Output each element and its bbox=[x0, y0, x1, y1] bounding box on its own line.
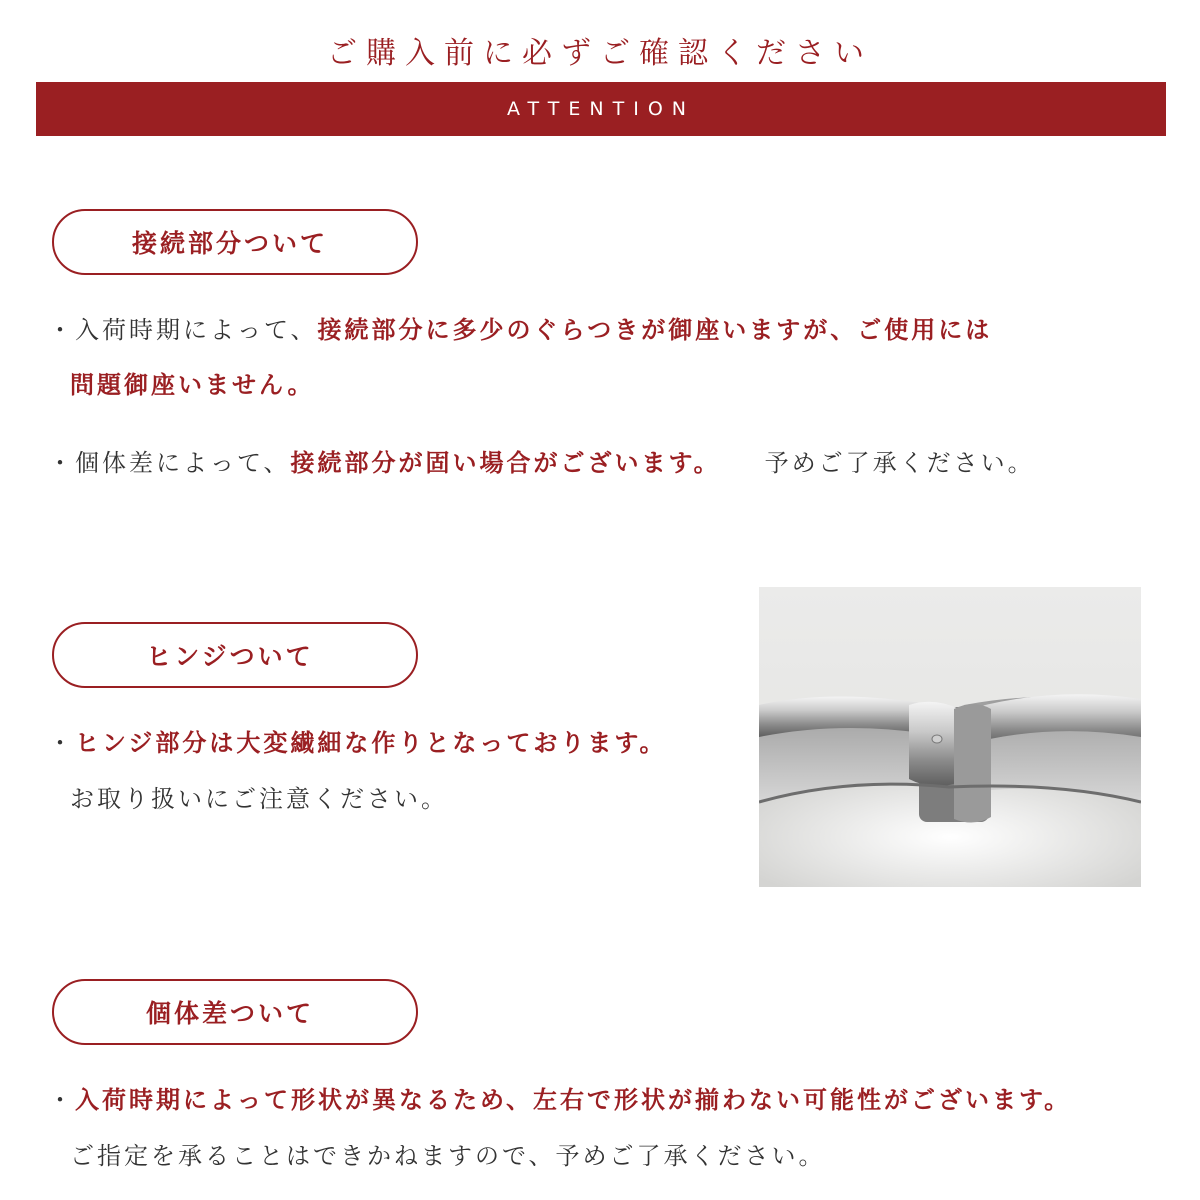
note-emphasis-text: 接続部分が固い場合がございます。 bbox=[290, 449, 721, 477]
note-plain-text: ご指定を承ることはできかねますので、予めご了承ください。 bbox=[70, 1142, 826, 1170]
note-plain-text: 入荷時期によって、 bbox=[75, 316, 318, 344]
note-plain-text: お取り扱いにご注意ください。 bbox=[70, 785, 448, 813]
individual-note-line-1 bbox=[48, 1083, 1071, 1117]
attention-banner-label: ATTENTION bbox=[507, 98, 695, 120]
hinge-note-line-1 bbox=[48, 726, 666, 760]
note-tail-text: 予めご了承ください。 bbox=[764, 449, 1035, 477]
bullet: ・ bbox=[48, 316, 75, 344]
note-emphasis-text: 入荷時期によって形状が異なるため、左右で形状が揃わない可能性がございます。 bbox=[75, 1086, 1072, 1114]
individual-note-line-2 bbox=[70, 1139, 826, 1173]
section-heading-hinge bbox=[52, 622, 418, 688]
hinge-note-line-2 bbox=[70, 782, 448, 816]
connection-note-line-1 bbox=[48, 313, 992, 347]
section-heading-connection bbox=[52, 209, 418, 275]
bullet: ・ bbox=[48, 449, 75, 477]
note-emphasis-text: ヒンジ部分は大変繊細な作りとなっております。 bbox=[75, 729, 667, 757]
note-emphasis-text: 接続部分に多少のぐらつきが御座いますが、ご使用には bbox=[317, 316, 993, 344]
hinge-photo bbox=[759, 587, 1141, 887]
section-heading-label: ヒンジついて bbox=[146, 642, 314, 671]
connection-note-line-3 bbox=[48, 446, 1035, 480]
bullet: ・ bbox=[48, 1086, 75, 1114]
attention-banner bbox=[36, 82, 1166, 136]
section-heading-label: 個体差ついて bbox=[145, 999, 314, 1028]
page-title: ご購入前に必ずご確認ください bbox=[327, 36, 873, 71]
section-heading-label: 接続部分ついて bbox=[131, 229, 328, 258]
note-emphasis-text: 問題御座いません。 bbox=[70, 371, 315, 399]
note-plain-text: 個体差によって、 bbox=[75, 449, 291, 477]
section-heading-individual-difference bbox=[52, 979, 418, 1045]
bullet: ・ bbox=[48, 729, 75, 757]
connection-note-line-2 bbox=[70, 368, 314, 402]
